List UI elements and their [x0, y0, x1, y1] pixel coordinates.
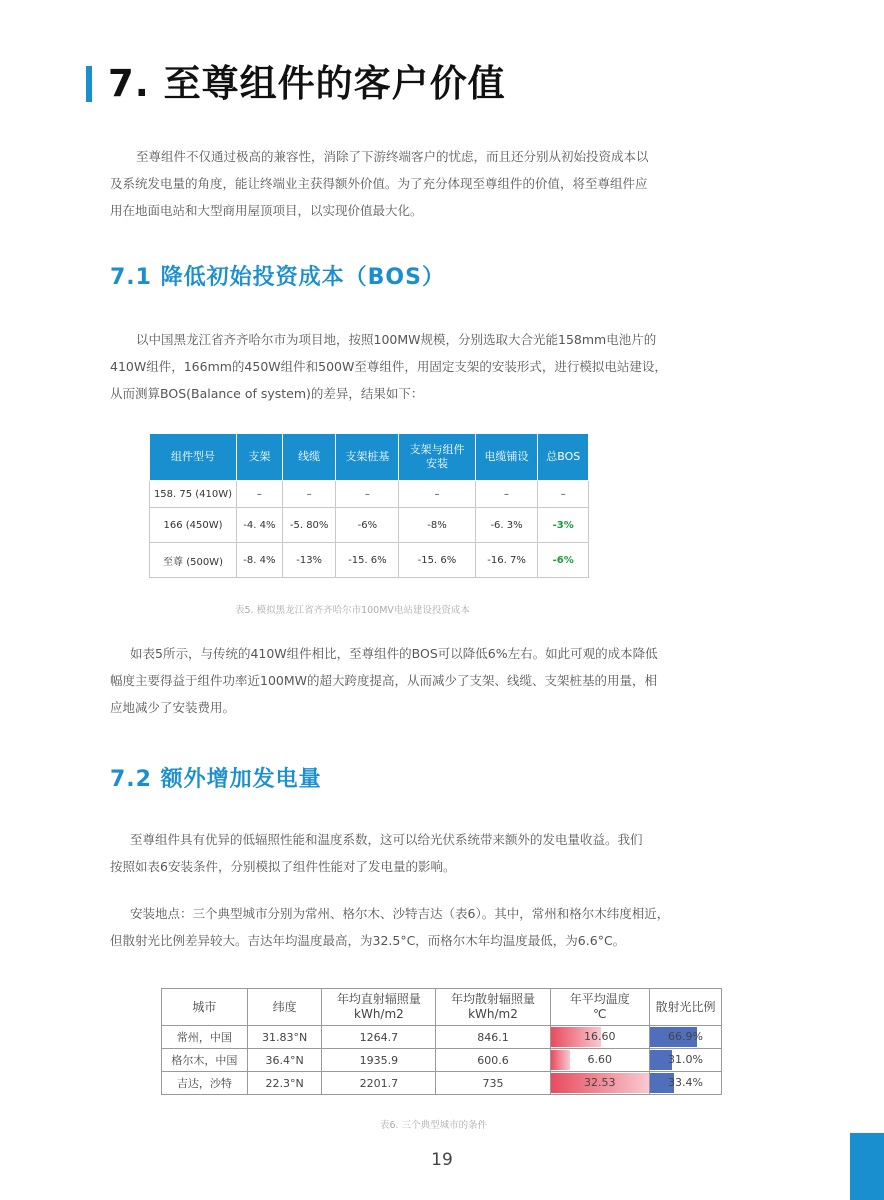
- bos-header-cell: 组件型号: [150, 434, 237, 481]
- section-7-1-paragraph: [110, 326, 667, 407]
- para-line: 至尊组件具有优异的低辐照性能和温度系数，这可以给光伏系统带来额外的发电量收益。我们: [130, 832, 643, 847]
- table-row: [150, 508, 589, 543]
- temperature-value: 16.60: [583, 1030, 616, 1043]
- table-cell: -4. 4%: [237, 508, 283, 543]
- table-cell: 166 (450W): [150, 508, 237, 543]
- para-line: 如表5所示，与传统的410W组件相比，至尊组件的BOS可以降低6%左右。如此可观的成本降低: [130, 646, 658, 661]
- diffuse-ratio-cell: [649, 1072, 721, 1095]
- para-line: 应地减少了安装费用。: [110, 700, 236, 715]
- intro-paragraph: [110, 143, 649, 224]
- bos-header-cell: 支架与组件 安装: [399, 434, 475, 481]
- table-cell: 158. 75 (410W): [150, 481, 237, 508]
- para-line: 410W组件，166mm的450W组件和500W至尊组件，用固定支架的安装形式，进行模拟电站建设，: [110, 359, 667, 374]
- city-table-header-row: [162, 989, 722, 1026]
- section-7-2-paragraph: [110, 826, 643, 880]
- table-cell: 吉达，沙特: [162, 1072, 248, 1095]
- table-cell: 22.3°N: [247, 1072, 322, 1095]
- temperature-value: 6.60: [587, 1053, 612, 1066]
- para-line: 以中国黑龙江省齐齐哈尔市为项目地，按照100MW规模，分别选取大合光能158mm电池片的: [136, 332, 657, 347]
- intro-line: 用在地面电站和大型商用屋顶项目，以实现价值最大化。: [110, 203, 423, 218]
- para-line: 从而测算BOS(Balance of system)的差异，结果如下：: [110, 386, 424, 401]
- table-row: [150, 481, 589, 508]
- section-7-1-title: 7.1 降低初始投资成本（BOS）: [110, 265, 445, 290]
- table-cell: -15. 6%: [336, 543, 399, 578]
- city-header-cell: 城市: [162, 989, 248, 1026]
- temperature-bar: [551, 1050, 571, 1070]
- para-line: 按照如表6安装条件，分别模拟了组件性能对了发电量的影响。: [110, 859, 456, 874]
- table-cell: 2201.7: [322, 1072, 436, 1095]
- table-cell: 1264.7: [322, 1026, 436, 1049]
- table-cell: -8. 4%: [237, 543, 283, 578]
- diffuse-ratio-value: 33.4%: [667, 1076, 703, 1089]
- table-cell: 735: [436, 1072, 550, 1095]
- table-cell: 36.4°N: [247, 1049, 322, 1072]
- table-cell: -5. 80%: [282, 508, 336, 543]
- temperature-cell: [550, 1026, 649, 1049]
- table-cell: 至尊 (500W): [150, 543, 237, 578]
- table-cell: –: [399, 481, 475, 508]
- page-number: 19: [431, 1150, 453, 1170]
- table-cell: 600.6: [436, 1049, 550, 1072]
- table-cell: –: [282, 481, 336, 508]
- para-line: 幅度主要得益于组件功率近100MW的超大跨度提高，从而减少了支架、线缆、支架桩基的用量，相: [110, 673, 658, 688]
- table-cell: –: [475, 481, 538, 508]
- section-7-2-title: 7.2 额外增加发电量: [110, 767, 322, 792]
- bos-table: [149, 433, 589, 578]
- table-cell: 格尔木，中国: [162, 1049, 248, 1072]
- city-conditions-table: [161, 988, 722, 1095]
- para-line: 安装地点：三个典型城市分别为常州、格尔木、沙特吉达（表6）。其中，常州和格尔木纬度相近，: [130, 906, 670, 921]
- section-7-1-after-paragraph: [110, 640, 658, 721]
- page-title: 7. 至尊组件的客户价值: [108, 62, 506, 105]
- table-cell: -6. 3%: [475, 508, 538, 543]
- table-row: [162, 1072, 722, 1095]
- total-bos-cell: -3%: [538, 508, 589, 543]
- diffuse-ratio-value: 66.9%: [667, 1030, 703, 1043]
- table-cell: -16. 7%: [475, 543, 538, 578]
- intro-line: 及系统发电量的角度，能让终端业主获得额外价值。为了充分体现至尊组件的价值，将至尊组件应: [110, 176, 648, 191]
- table-row: [150, 543, 589, 578]
- table-6-caption: 表6. 三个典型城市的条件: [380, 1120, 488, 1131]
- city-header-cell: 纬度: [247, 989, 322, 1026]
- table-cell: –: [237, 481, 283, 508]
- table-cell: 常州，中国: [162, 1026, 248, 1049]
- diffuse-ratio-value: 31.0%: [667, 1053, 703, 1066]
- table-cell: 1935.9: [322, 1049, 436, 1072]
- table-cell: -6%: [336, 508, 399, 543]
- table-cell: 31.83°N: [247, 1026, 322, 1049]
- table-cell: -8%: [399, 508, 475, 543]
- bos-header-cell: 总BOS: [538, 434, 589, 481]
- bos-header-cell: 电缆铺设: [475, 434, 538, 481]
- table-row: [162, 1026, 722, 1049]
- table-row: [162, 1049, 722, 1072]
- total-bos-cell: -6%: [538, 543, 589, 578]
- table-cell: –: [336, 481, 399, 508]
- bos-header-cell: 支架桩基: [336, 434, 399, 481]
- table-5-caption: 表5. 模拟黑龙江省齐齐哈尔市100MV电站建设投资成本: [235, 605, 470, 616]
- table-cell: 846.1: [436, 1026, 550, 1049]
- temperature-cell: [550, 1072, 649, 1095]
- bos-header-cell: 线缆: [282, 434, 336, 481]
- intro-line: 至尊组件不仅通过极高的兼容性，消除了下游终端客户的忧虑，而且还分别从初始投资成本以: [136, 149, 649, 164]
- table-cell: -13%: [282, 543, 336, 578]
- corner-tab: [850, 1133, 884, 1200]
- city-header-cell: 年均散射辐照量 kWh/m2: [436, 989, 550, 1026]
- bos-table-header-row: [150, 434, 589, 481]
- section-7-2-paragraph-2: [110, 900, 670, 954]
- diffuse-ratio-cell: [649, 1049, 721, 1072]
- diffuse-ratio-cell: [649, 1026, 721, 1049]
- temperature-cell: [550, 1049, 649, 1072]
- city-header-cell: 年平均温度 ℃: [550, 989, 649, 1026]
- bos-header-cell: 支架: [237, 434, 283, 481]
- heading-accent-bar: [86, 66, 92, 102]
- city-header-cell: 年均直射辐照量 kWh/m2: [322, 989, 436, 1026]
- temperature-value: 32.53: [583, 1076, 616, 1089]
- table-cell: –: [538, 481, 589, 508]
- para-line: 但散射光比例差异较大。吉达年均温度最高，为32.5°C，而格尔木年均温度最低，为6.6°C。: [110, 933, 626, 948]
- city-header-cell: 散射光比例: [649, 989, 721, 1026]
- table-cell: -15. 6%: [399, 543, 475, 578]
